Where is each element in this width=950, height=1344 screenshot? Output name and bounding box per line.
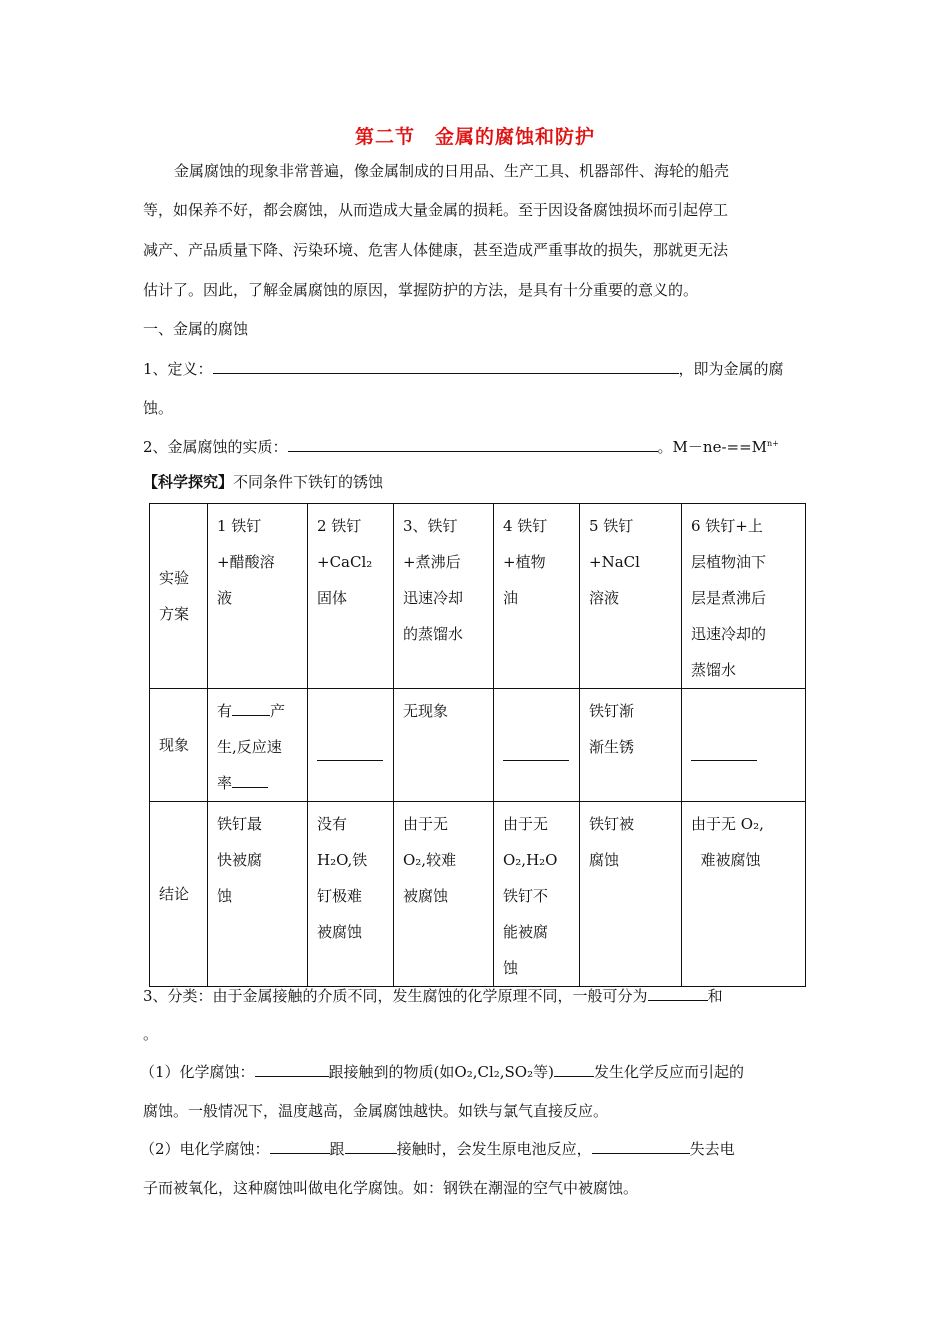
electro-text-1: 跟 <box>329 1140 345 1158</box>
phenomenon-blank-1[interactable] <box>232 700 270 716</box>
classify-line <box>143 985 723 1006</box>
chemical-blank-2[interactable] <box>554 1061 594 1077</box>
conclusion-cell-5: 铁钉被 腐蚀 <box>580 802 682 987</box>
phenomenon-cell-3: 无现象 <box>394 689 494 802</box>
essence-superscript: n+ <box>767 439 779 448</box>
conclusion-cell-1: 铁钉最 快被腐 蚀 <box>208 802 308 987</box>
intro-line-1: 金属腐蚀的现象非常普遍，像金属制成的日用品、生产工具、机器部件、海轮的船壳 <box>174 162 730 180</box>
definition-line <box>143 358 784 379</box>
chemical-label: （1）化学腐蚀： <box>140 1063 255 1081</box>
phenomenon-cell-6[interactable] <box>682 689 806 802</box>
explore-heading <box>143 472 383 492</box>
electro-text-3: 失去电 <box>689 1140 735 1158</box>
phenomenon-blank-4[interactable] <box>503 759 569 761</box>
conclusion-cell-6: 由于无 O₂, 难被腐蚀 <box>682 802 806 987</box>
essence-label: 2、金属腐蚀的实质： <box>143 438 288 456</box>
row-head-plan: 实验方案 <box>150 504 208 689</box>
intro-line-2: 等，如保养不好，都会腐蚀，从而造成大量金属的损耗。至于因设备腐蚀损坏而引起停工 <box>143 201 729 219</box>
phenomenon-blank-5[interactable] <box>691 759 757 761</box>
section-heading: 一、金属的腐蚀 <box>143 320 249 338</box>
conclusion-cell-3: 由于无 O₂,较难 被腐蚀 <box>394 802 494 987</box>
classify-end: 。 <box>143 1025 159 1043</box>
plan-cell-4: 4 铁钉 +植物 油 <box>494 504 580 689</box>
electro-corrosion-continuation: 子而被氧化，这种腐蚀叫做电化学腐蚀。如：钢铁在潮湿的空气中被腐蚀。 <box>143 1179 639 1197</box>
intro-line-4: 估计了。因此，了解金属腐蚀的原因，掌握防护的方法，是具有十分重要的意义的。 <box>143 281 699 299</box>
electro-corrosion-line <box>140 1138 735 1159</box>
phenomenon-cell-5: 铁钉渐 渐生锈 <box>580 689 682 802</box>
classify-and: 和 <box>707 987 723 1005</box>
conclusion-cell-2: 没有 H₂O,铁 钉极难 被腐蚀 <box>308 802 394 987</box>
experiment-table <box>149 503 806 987</box>
phenomenon-cell-4[interactable] <box>494 689 580 802</box>
page-title: 第二节 金属的腐蚀和防护 <box>354 126 595 148</box>
plan-cell-1: 1 铁钉 +醋酸溶 液 <box>208 504 308 689</box>
electro-text-2: 接触时，会发生原电池反应， <box>396 1140 592 1158</box>
plan-cell-2: 2 铁钉 +CaCl₂ 固体 <box>308 504 394 689</box>
chemical-text-2: 发生化学反应而引起的 <box>593 1063 744 1081</box>
essence-blank[interactable] <box>288 436 658 452</box>
electro-blank-3[interactable] <box>592 1138 690 1154</box>
explore-tag: 【科学探究】 <box>143 473 234 491</box>
definition-label: 1、定义： <box>143 360 213 378</box>
definition-tail: ，即为金属的腐 <box>678 360 784 378</box>
essence-formula: 。M－ne-==M <box>657 438 768 456</box>
definition-blank[interactable] <box>213 358 679 374</box>
phenomenon-cell-2[interactable] <box>308 689 394 802</box>
plan-cell-3: 3、铁钉 +煮沸后 迅速冷却 的蒸馏水 <box>394 504 494 689</box>
conclusion-cell-4: 由于无 O₂,H₂O 铁钉不 能被腐 蚀 <box>494 802 580 987</box>
phenomenon-blank-3[interactable] <box>317 759 383 761</box>
plan-cell-5: 5 铁钉 +NaCl 溶液 <box>580 504 682 689</box>
table-row-conclusion <box>150 802 806 987</box>
row-head-conclusion: 结论 <box>150 802 208 987</box>
definition-continuation: 蚀。 <box>143 399 174 417</box>
chemical-corrosion-line <box>140 1061 744 1082</box>
explore-text: 不同条件下铁钉的锈蚀 <box>233 473 384 491</box>
chemical-text-1: 跟接触到的物质(如O₂,Cl₂,SO₂等) <box>328 1063 554 1081</box>
plan-cell-6: 6 铁钉+上 层植物油下 层是煮沸后 迅速冷却的 蒸馏水 <box>682 504 806 689</box>
classify-label: 3、分类：由于金属接触的介质不同，发生腐蚀的化学原理不同，一般可分为 <box>143 987 648 1005</box>
phenomenon-blank-2[interactable] <box>232 772 268 788</box>
chemical-corrosion-continuation: 腐蚀。一般情况下，温度越高，金属腐蚀越快。如铁与氯气直接反应。 <box>143 1102 609 1120</box>
phenomenon-cell-1: 有 产 生,反应速 率 <box>208 689 308 802</box>
classify-blank[interactable] <box>648 985 708 1001</box>
intro-line-3: 减产、产品质量下降、污染环境、危害人体健康，甚至造成严重事故的损失，那就更无法 <box>143 241 729 259</box>
table-row-plan <box>150 504 806 689</box>
electro-label: （2）电化学腐蚀： <box>140 1140 270 1158</box>
table-row-phenomenon <box>150 689 806 802</box>
electro-blank-2[interactable] <box>345 1138 397 1154</box>
chemical-blank-1[interactable] <box>255 1061 329 1077</box>
essence-line <box>143 436 779 457</box>
electro-blank-1[interactable] <box>270 1138 330 1154</box>
row-head-phenomenon: 现象 <box>150 689 208 802</box>
